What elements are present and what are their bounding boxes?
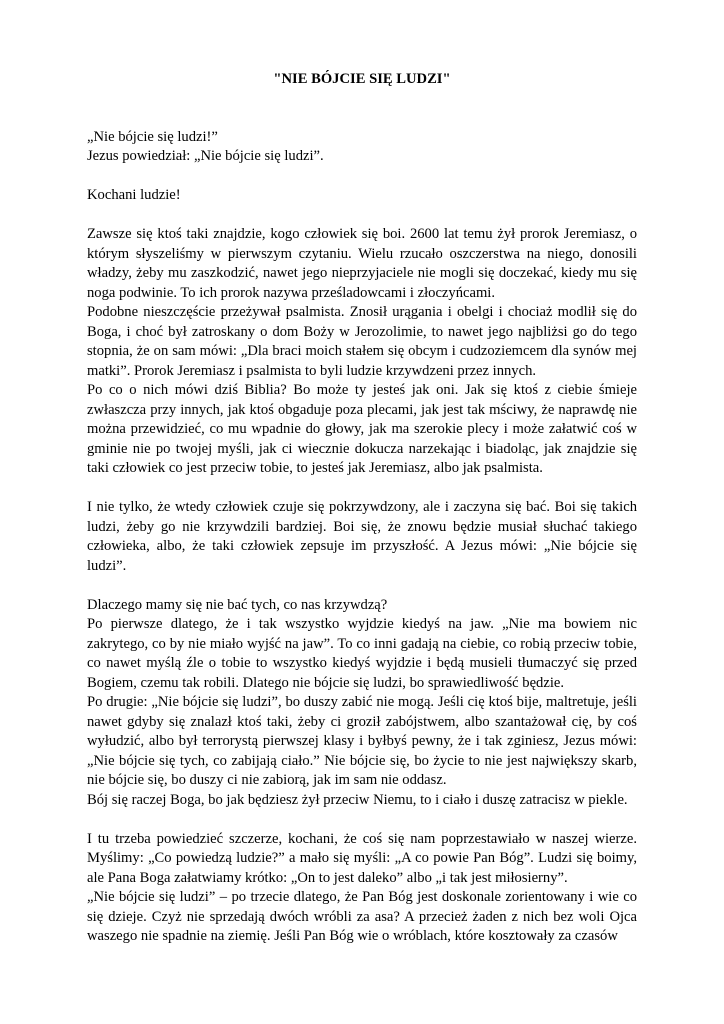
paragraph-2: Podobne nieszczęście przeżywał psalmista. Znosił urągania i obelgi i chociaż modlił się do Boga, i choć był zatroskany o dom Boży w Jerozolimie, to nawet jego najbliżsi go do tego stopnia, że on sam mówi: „Dla braci moich stałem się obcym i cudzoziemcem dla synów mej matki”. Prorok Jeremiasz i psalmista to byli ludzie krzywdzeni przez innych. [87,304,637,379]
paragraph-gap [87,810,637,830]
paragraph-6: Po pierwsze dlatego, że i tak wszystko wyjdzie kiedyś na jaw. „Nie ma bowiem nic zakrytego, co by nie miało wyjść na jaw”. To co inni gadają na ciebie, co robią przeciw tobie, co nawet myślą źle o tobie to wszystko kiedyś wyjdzie i będą musieli tłumaczyć się przed Bogiem, czemu tak robili. Dlatego nie bójcie się ludzi, bo sprawiedliwość będzie. [87,616,637,691]
intro-line-1: „Nie bójcie się ludzi!” [87,128,218,145]
document-page [87,70,637,947]
paragraph-gap [87,206,637,226]
paragraph-5: Dlaczego mamy się nie bać tych, co nas krzywdzą? [87,596,388,613]
paragraph-gap [87,576,637,596]
paragraph-gap [87,167,637,187]
paragraph-1: Zawsze się ktoś taki znajdzie, kogo człowiek się boi. 2600 lat temu żył prorok Jeremiasz, o którym słyszeliśmy w pierwszym czytaniu. Wielu rzucało oszczerstwa na niego, donosili władzy, żeby mu zaszkodzić, nawet jego nieprzyjaciele nie mogli się doczekać, kiedy mu się noga podwinie. To ich prorok nazywa prześladowcami i złoczyńcami. [87,226,637,301]
document-title: "NIE BÓJCIE SIĘ LUDZI" [273,71,451,87]
paragraph-4: I nie tylko, że wtedy człowiek czuje się pokrzywdzony, ale i zaczyna się bać. Boi się takich ludzi, żeby go nie krzywdzili bardziej. Boi się, że znowu będzie musiał słuchać takiego człowieka, albo, że taki człowiek zepsuje im przyszłość. A Jezus mówi: „Nie bójcie się ludzi”. [87,499,637,574]
intro-line-2: Jezus powiedział: „Nie bójcie się ludzi”. [87,148,324,164]
paragraph-10: „Nie bójcie się ludzi” – po trzecie dlatego, że Pan Bóg jest doskonale zorientowany i wie co się dzieje. Czyż nie sprzedają dwóch wróbli za asa? A przecież żaden z nich bez woli Ojca waszego nie spadnie na ziemię. Jeśli Pan Bóg wie o wróblach, które kosztowały za czasów [87,889,637,944]
greeting: Kochani ludzie! [87,187,181,203]
paragraph-7: Po drugie: „Nie bójcie się ludzi”, bo duszy zabić nie mogą. Jeśli cię ktoś bije, maltretuje, jeśli nawet gdyby się znalazł ktoś taki, żeby ci groził zabójstwem, albo szantażował cię, by coś wyłudzić, albo był terrorystą pierwszej klasy i byłbyś pewny, że i tak zginiesz, Jezus mówi: „Nie bójcie się tych, co zabijają ciało.” Nie bójcie się, bo życie to nie jest największy skarb, nie bójcie się, bo duszy ci nie zabiorą, jak im sam nie oddasz. [87,694,637,788]
paragraph-9: I tu trzeba powiedzieć szczerze, kochani, że coś się nam poprzestawiało w naszej wierze. Myślimy: „Co powiedzą ludzie?” a mało się myśli: „A co powie Pan Bóg”. Ludzi się boimy, ale Pana Boga załatwiamy krótko: „On to jest daleko” albo „i tak jest miłosierny”. [87,830,637,886]
paragraph-8: Bój się raczej Boga, bo jak będziesz żył przeciw Niemu, to i ciało i duszę zatracisz w piekle. [87,791,628,808]
paragraph-3: Po co o nich mówi dziś Biblia? Bo może ty jesteś jak oni. Jak się ktoś z ciebie śmieje zwłaszcza przy innych, jak ktoś obgaduje poza plecami, jak jest tak mściwy, że naprawdę nie można przewidzieć, co mu wpadnie do głowy, jak ma szerokie plecy i może załatwić coś w gminie nie po twojej myśli, jak ci wiecznie dokucza narzekając i biadoląc, jak znajdzie się taki człowiek co jest przeciw tobie, to jesteś jak Jeremiasz, albo jak psalmista. [87,382,637,476]
paragraph-gap [87,479,637,499]
